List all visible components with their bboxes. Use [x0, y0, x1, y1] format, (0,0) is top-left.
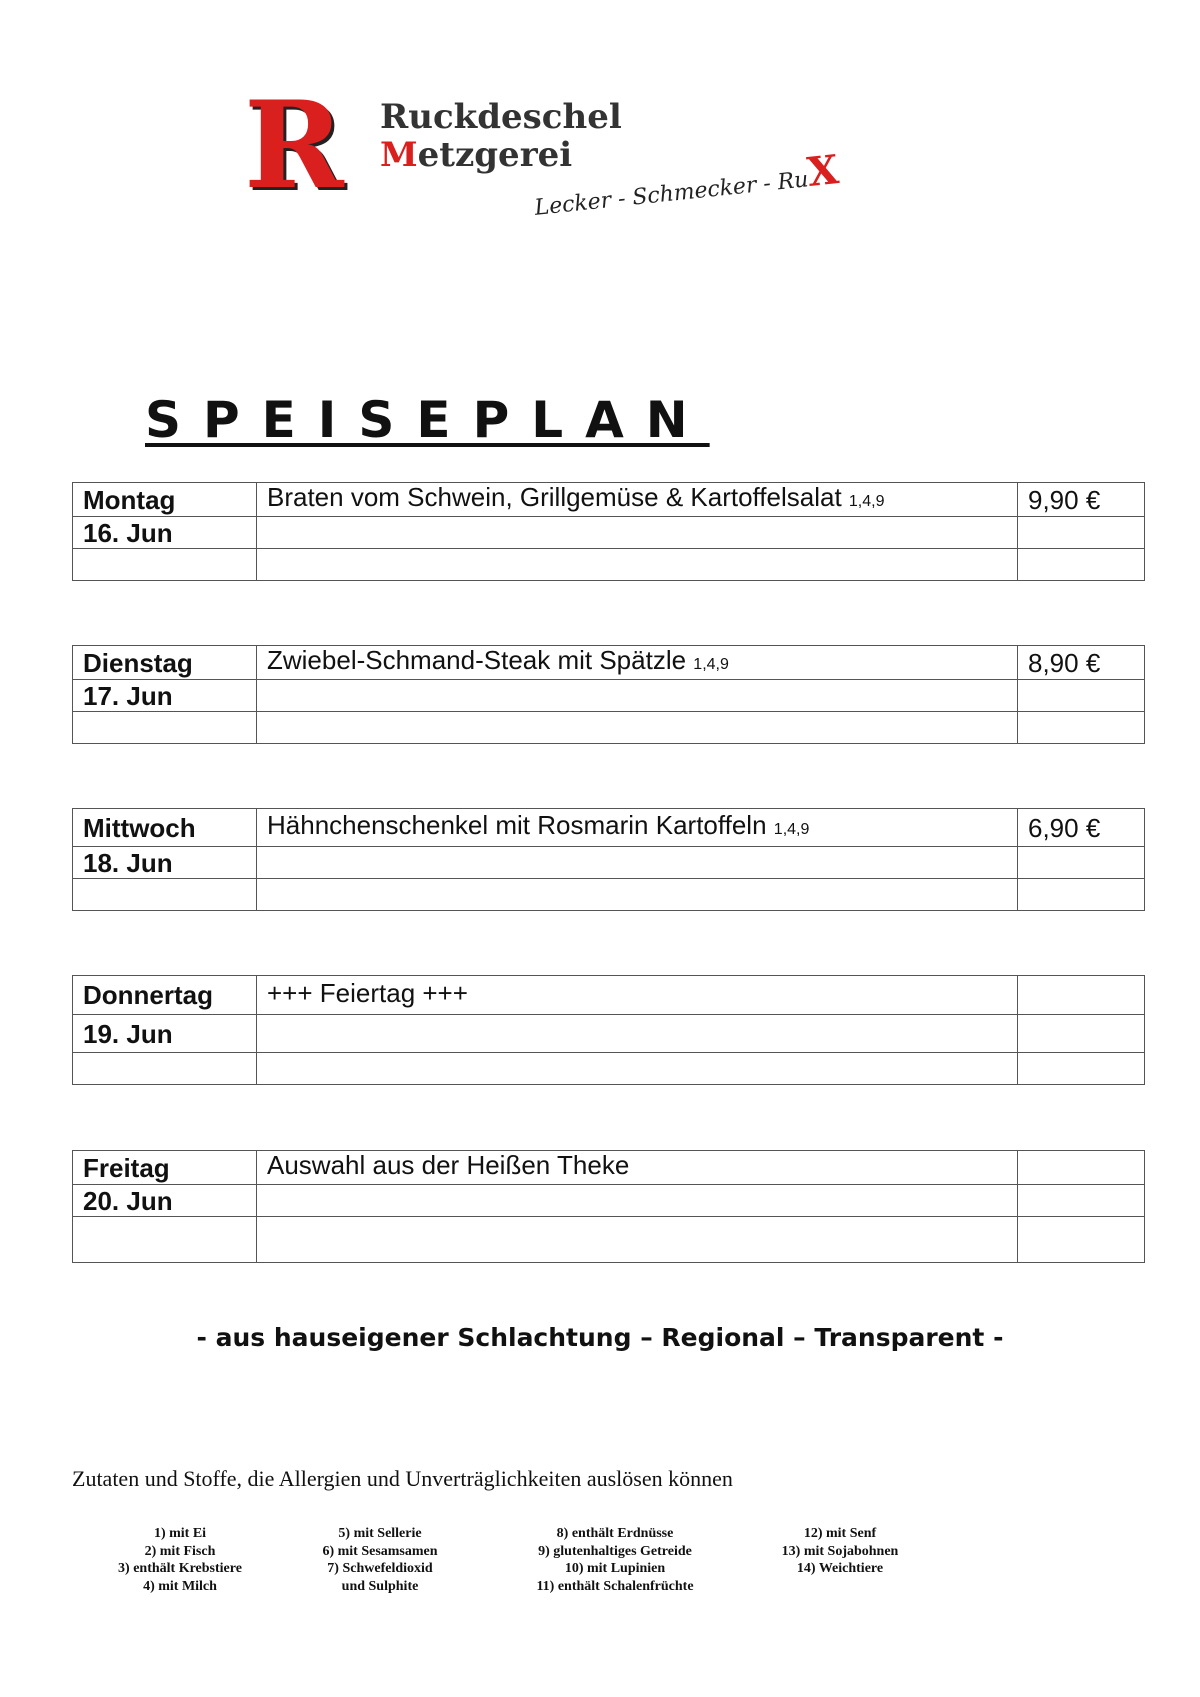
price: 8,90 €	[1018, 646, 1145, 680]
dish-cell	[257, 1151, 1018, 1185]
empty-cell	[257, 847, 1018, 879]
allergy-item: 1) mit Ei	[153, 1526, 207, 1541]
day-name: Freitag	[73, 1151, 257, 1185]
empty-cell	[257, 1015, 1018, 1053]
allergy-column-4	[770, 1525, 910, 1578]
empty-cell	[1018, 517, 1145, 549]
logo-name	[380, 98, 622, 174]
empty-cell	[73, 879, 257, 911]
allergen-codes: 1,4,9	[773, 821, 810, 838]
empty-cell	[73, 549, 257, 581]
price: 9,90 €	[1018, 483, 1145, 517]
allergen-codes: 1,4,9	[693, 656, 729, 673]
dish-cell	[257, 809, 1018, 847]
logo-slogan-text: Lecker - Schmecker - Ru	[533, 167, 810, 221]
empty-cell	[257, 712, 1018, 744]
allergy-item: 13) mit Sojabohnen	[781, 1543, 899, 1559]
empty-cell	[73, 1053, 257, 1085]
day-date: 16. Jun	[73, 517, 257, 549]
logo-slogan-x: X	[805, 146, 841, 197]
allergy-item: 4) mit Milch	[143, 1578, 217, 1594]
allergen-codes: 1,4,9	[848, 493, 885, 510]
price	[1018, 976, 1145, 1015]
empty-cell	[73, 712, 257, 744]
empty-cell	[1018, 712, 1145, 744]
allergy-column-1	[100, 1525, 260, 1595]
day-name: Mittwoch	[73, 809, 257, 847]
allergy-heading: Zutaten und Stoffe, die Allergien und Unverträglichkeiten auslösen können	[72, 1466, 733, 1491]
dish-name: Hähnchenschenkel mit Rosmarin Kartoffeln	[267, 810, 767, 840]
page-title: SPEISEPLAN	[145, 391, 710, 449]
logo-name-line1: Ruckdeschel	[380, 97, 622, 137]
day-table-monday	[72, 482, 1145, 581]
allergy-item: 8) enthält Erdnüsse	[556, 1526, 674, 1541]
dish-cell	[257, 646, 1018, 680]
empty-cell	[1018, 1185, 1145, 1217]
day-table-wednesday	[72, 808, 1145, 911]
dish-name: Zwiebel-Schmand-Steak mit Spätzle	[267, 645, 687, 675]
day-date: 18. Jun	[73, 847, 257, 879]
tagline: - aus hauseigener Schlachtung – Regional – Transparent -	[196, 1323, 1004, 1352]
empty-cell	[257, 1217, 1018, 1263]
empty-cell	[257, 517, 1018, 549]
allergy-item: 5) mit Sellerie	[338, 1526, 422, 1541]
allergy-item: 7) Schwefeldioxid	[327, 1561, 433, 1576]
dish-cell	[257, 976, 1018, 1015]
allergy-item: 12) mit Senf	[803, 1526, 877, 1541]
day-name: Donnertag	[73, 976, 257, 1015]
dish-name: +++ Feiertag +++	[267, 977, 468, 1008]
dish-name: Auswahl aus der Heißen Theke	[267, 1150, 630, 1180]
empty-cell	[1018, 680, 1145, 712]
allergy-item: 6) mit Sesamsamen	[322, 1543, 438, 1559]
day-date: 20. Jun	[73, 1185, 257, 1217]
empty-cell	[257, 879, 1018, 911]
empty-cell	[1018, 847, 1145, 879]
logo-letter: R	[244, 75, 344, 216]
day-table-tuesday	[72, 645, 1145, 744]
day-table-friday	[72, 1150, 1145, 1263]
allergy-column-3	[520, 1525, 710, 1595]
empty-cell	[257, 1185, 1018, 1217]
allergy-item: 14) Weichtiere	[796, 1561, 884, 1576]
allergy-item: 3) enthält Krebstiere	[118, 1561, 242, 1576]
dish-cell	[257, 483, 1018, 517]
price	[1018, 1151, 1145, 1185]
logo	[244, 75, 844, 222]
day-name: Dienstag	[73, 646, 257, 680]
empty-cell	[1018, 879, 1145, 911]
empty-cell	[1018, 1015, 1145, 1053]
empty-cell	[1018, 1053, 1145, 1085]
empty-cell	[257, 1053, 1018, 1085]
day-name: Montag	[73, 483, 257, 517]
empty-cell	[73, 1217, 257, 1263]
day-date: 19. Jun	[73, 1015, 257, 1053]
allergy-column-2	[305, 1525, 455, 1595]
allergy-item: 10) mit Lupinien	[564, 1561, 666, 1576]
allergy-item: und Sulphite	[341, 1578, 419, 1594]
logo-name-line2: etzgerei	[417, 135, 573, 175]
allergy-item: 11) enthält Schalenfrüchte	[536, 1578, 694, 1594]
empty-cell	[257, 549, 1018, 581]
empty-cell	[1018, 549, 1145, 581]
allergy-item: 2) mit Fisch	[144, 1543, 216, 1559]
allergy-item: 9) glutenhaltiges Getreide	[538, 1543, 692, 1559]
price: 6,90 €	[1018, 809, 1145, 847]
logo-name-initial: M	[380, 135, 418, 175]
empty-cell	[257, 680, 1018, 712]
dish-name: Braten vom Schwein, Grillgemüse & Kartoffelsalat	[267, 482, 842, 512]
day-table-thursday	[72, 975, 1145, 1085]
empty-cell	[1018, 1217, 1145, 1263]
day-date: 17. Jun	[73, 680, 257, 712]
